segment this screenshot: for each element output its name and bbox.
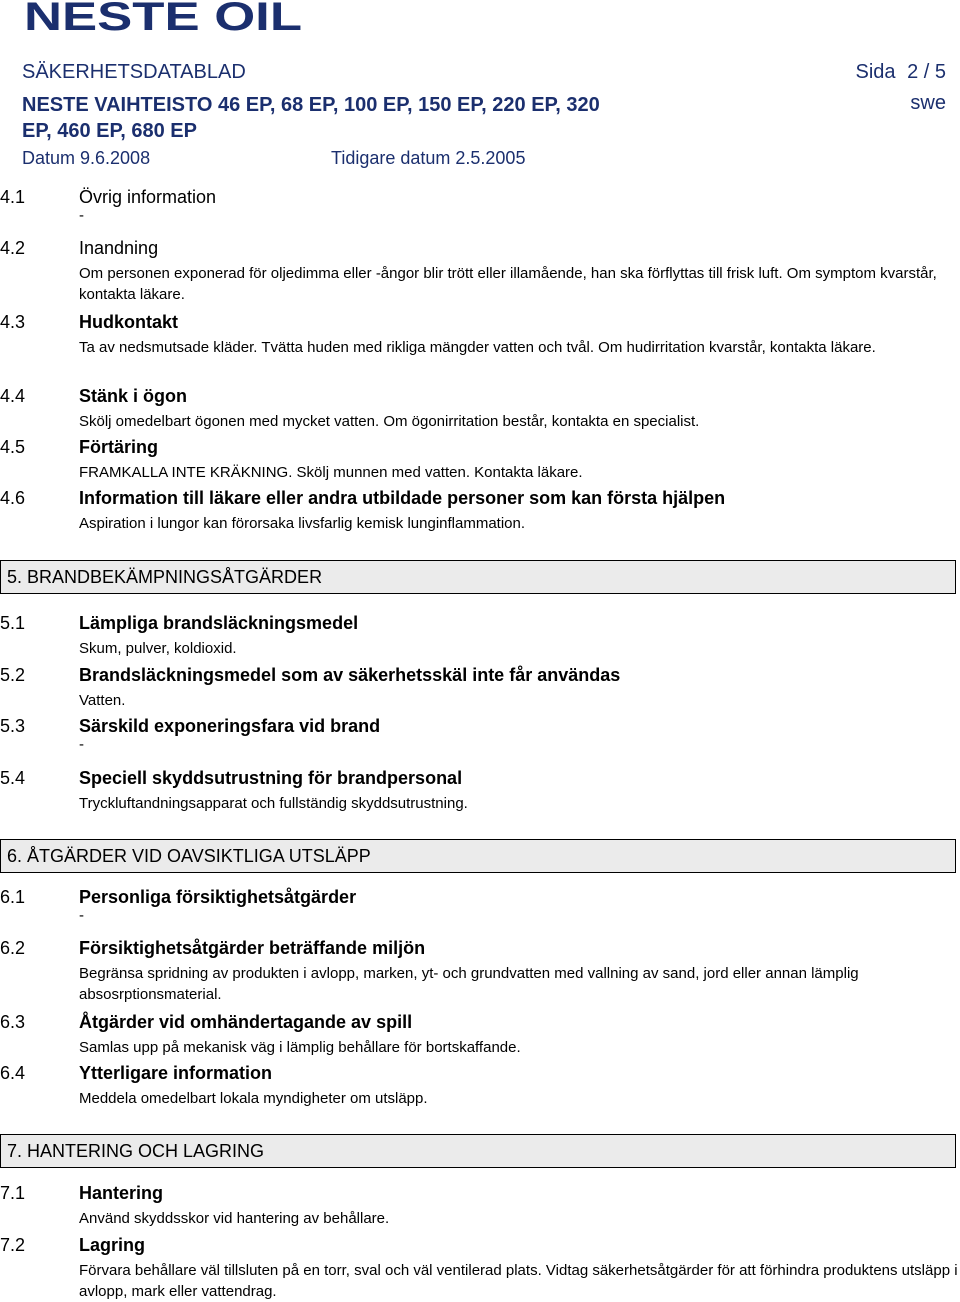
section-title: Särskild exponeringsfara vid brand (79, 716, 381, 736)
section-7-heading (0, 1134, 956, 1168)
heading-text: 7. HANTERING OCH LAGRING (7, 1141, 265, 1161)
section-number: 6.3 (0, 1012, 26, 1032)
section-number: 4.6 (0, 488, 26, 508)
section-number: 5.2 (0, 665, 26, 685)
section-title: Lagring (79, 1235, 145, 1255)
section-text: Vatten. (79, 692, 126, 709)
section-text: Tryckluftandningsapparat och fullständig skyddsutrustning. (79, 795, 468, 812)
section-text: Skum, pulver, koldioxid. (79, 640, 237, 657)
section-number: 7.2 (0, 1235, 26, 1255)
section-text: Använd skyddsskor vid hantering av behållare. (79, 1210, 390, 1227)
section-text: Aspiration i lungor kan förorsaka livsfarlig kemisk lunginflammation. (79, 515, 526, 532)
section-number: 6.4 (0, 1063, 26, 1083)
section-title: Ytterligare information (79, 1063, 273, 1083)
section-text: - (79, 207, 84, 224)
section-title: Övrig information (79, 187, 217, 207)
section-title: Hudkontakt (79, 312, 178, 332)
previous-date: Tidigare datum 2.5.2005 (331, 148, 526, 168)
section-title: Inandning (79, 238, 159, 258)
section-title: Lämpliga brandsläckningsmedel (79, 613, 359, 633)
logo-text: NESTE OIL (24, 0, 302, 36)
section-text: FRAMKALLA INTE KRÄKNING. Skölj munnen med vatten. Kontakta läkare. (79, 464, 583, 481)
section-number: 4.3 (0, 312, 26, 332)
section-title: Information till läkare eller andra utbildade personer som kan första hjälpen (79, 488, 726, 508)
section-text: Meddela omedelbart lokala myndigheter om utsläpp. (79, 1090, 428, 1107)
section-text: Skölj omedelbart ögonen med mycket vatten. Om ögonirritation består, kontakta en specialist. (79, 413, 700, 430)
section-number: 4.5 (0, 437, 26, 457)
section-title: Personliga försiktighetsåtgärder (79, 887, 357, 907)
document-type: SÄKERHETSDATABLAD (22, 61, 246, 83)
section-number: 4.1 (0, 187, 26, 207)
section-text: Förvara behållare väl tillsluten på en torr, sval och väl ventilerad plats. Vidtag säkerhetsåtgärder för att förhindra produktens utsläpp i avlopp, mark eller vattendrag. (79, 1262, 958, 1300)
section-text: Ta av nedsmutsade kläder. Tvätta huden med rikliga mängder vatten och tvål. Om hudirritation kvarstår, kontakta läkare. (79, 339, 876, 356)
section-text: - (79, 736, 84, 753)
section-title: Brandsläckningsmedel som av säkerhetsskäl inte får användas (79, 665, 621, 685)
section-title: Speciell skyddsutrustning för brandpersonal (79, 768, 463, 788)
page-indicator (849, 61, 946, 84)
section-title: Åtgärder vid omhändertagande av spill (79, 1012, 413, 1032)
section-number: 5.4 (0, 768, 26, 788)
section-6-heading (0, 839, 956, 873)
neste-oil-logo (24, 0, 304, 36)
section-number: 5.3 (0, 716, 26, 736)
section-number: 4.4 (0, 386, 26, 406)
section-number: 5.1 (0, 613, 26, 633)
section-number: 4.2 (0, 238, 26, 258)
section-text: Begränsa spridning av produkten i avlopp, marken, yt- och grundvatten med vallning av sand, jord eller annan lämplig absosrptionsmaterial. (79, 965, 859, 1003)
section-text: - (79, 907, 84, 924)
heading-text: 5. BRANDBEKÄMPNINGSÅTGÄRDER (7, 567, 323, 587)
product-name: NESTE VAIHTEISTO 46 EP, 68 EP, 100 EP, 150 EP, 220 EP, 320 EP, 460 EP, 680 EP (22, 94, 600, 142)
heading-text: 6. ÅTGÄRDER VID OAVSIKTLIGA UTSLÄPP (7, 846, 371, 866)
section-5-heading (0, 560, 956, 594)
page-word: Sida (855, 61, 896, 83)
section-title: Förtäring (79, 437, 158, 457)
section-title: Hantering (79, 1183, 164, 1203)
section-number: 6.2 (0, 938, 26, 958)
section-title: Stänk i ögon (79, 386, 187, 406)
section-title: Försiktighetsåtgärder beträffande miljön (79, 938, 426, 958)
section-text: Samlas upp på mekanisk väg i lämplig behållare för bortskaffande. (79, 1039, 521, 1056)
issue-date: Datum 9.6.2008 (22, 148, 151, 168)
section-text: Om personen exponerad för oljedimma eller -ångor blir trött eller illamående, han ska förflyttas till frisk luft. Om symptom kvarstår, kontakta läkare. (79, 265, 937, 303)
page-number: 2 / 5 (907, 61, 946, 83)
language-code: swe (910, 92, 946, 114)
section-number: 6.1 (0, 887, 26, 907)
section-number: 7.1 (0, 1183, 26, 1203)
